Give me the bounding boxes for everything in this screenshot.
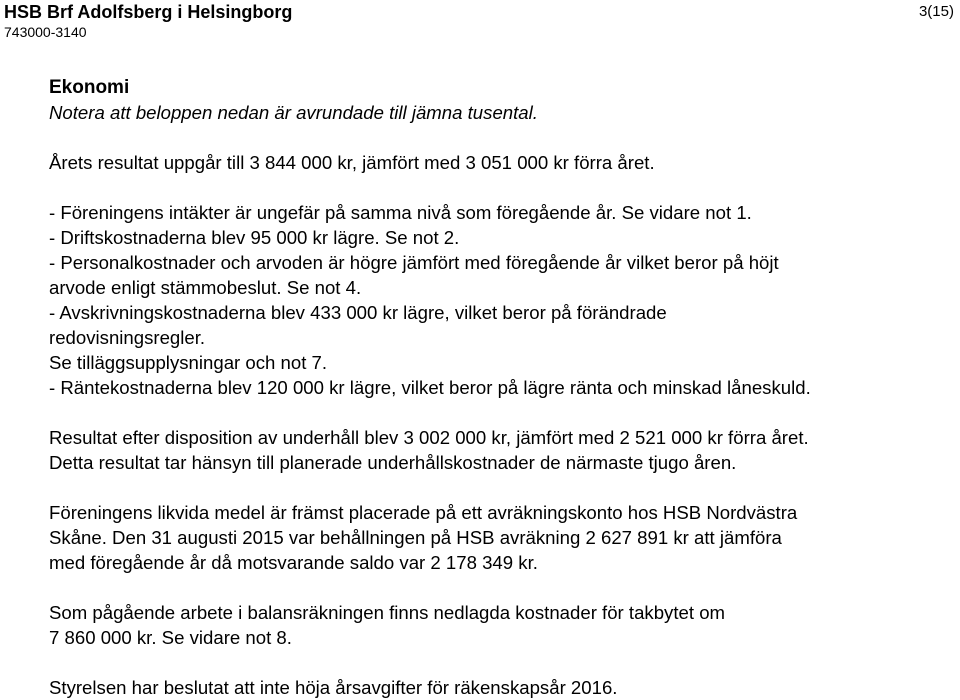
bullet-line: - Personalkostnader och arvoden är högre jämfört med föregående år vilket beror på höjt — [49, 252, 779, 273]
liquidity-line: Föreningens likvida medel är främst placerade på ett avräkningskonto hos HSB Nordvästra — [49, 502, 798, 523]
disposition-line: Resultat efter disposition av underhåll blev 3 002 000 kr, jämfört med 2 521 000 kr förra året. — [49, 427, 809, 448]
bullet-line: - Avskrivningskostnaderna blev 433 000 kr lägre, vilket beror på förändrade — [49, 302, 667, 323]
bullet-line: - Räntekostnaderna blev 120 000 kr lägre, vilket beror på lägre ränta och minskad låneskuld. — [49, 377, 811, 398]
rounding-note: Notera att beloppen nedan är avrundade till jämna tusental. — [49, 102, 538, 123]
ongoing-work-line: Som pågående arbete i balansräkningen finns nedlagda kostnader för takbytet om — [49, 602, 726, 623]
organization-number: 743000-3140 — [4, 24, 87, 40]
bullet-line: redovisningsregler. — [49, 327, 206, 348]
bullet-line: - Driftskostnaderna blev 95 000 kr lägre. Se not 2. — [49, 227, 460, 248]
liquidity-line: Skåne. Den 31 augusti 2015 var behållningen på HSB avräkning 2 627 891 kr att jämföra — [49, 527, 782, 548]
result-summary: Årets resultat uppgår till 3 844 000 kr, jämfört med 3 051 000 kr förra året. — [49, 152, 655, 173]
board-decision: Styrelsen har beslutat att inte höja årsavgifter för räkenskapsår 2016. — [49, 677, 618, 698]
liquidity-line: med föregående år då motsvarande saldo var 2 178 349 kr. — [49, 552, 538, 573]
page-number: 3(15) — [918, 3, 954, 20]
bullet-line: - Föreningens intäkter är ungefär på samma nivå som föregående år. Se vidare not 1. — [49, 202, 752, 223]
ongoing-work-line: 7 860 000 kr. Se vidare not 8. — [49, 627, 292, 648]
bullet-line: Se tilläggsupplysningar och not 7. — [49, 352, 328, 373]
disposition-line: Detta resultat tar hänsyn till planerade underhållskostnader de närmaste tjugo åren. — [49, 452, 737, 473]
bullet-line: arvode enligt stämmobeslut. Se not 4. — [49, 277, 362, 298]
association-name: HSB Brf Adolfsberg i Helsingborg — [4, 2, 293, 22]
section-heading: Ekonomi — [49, 77, 130, 98]
economy-section — [49, 75, 954, 700]
